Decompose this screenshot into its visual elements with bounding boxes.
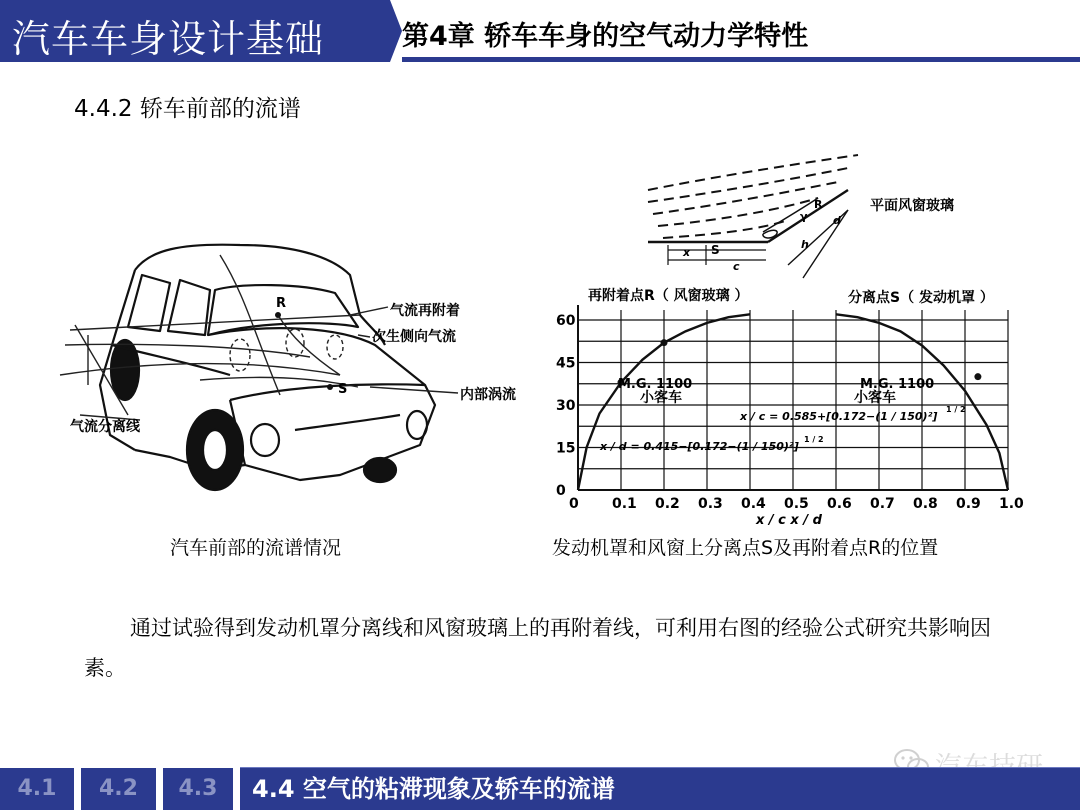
car-flow-figure (40, 235, 530, 520)
x-tick-label: 1.0 (999, 496, 1024, 512)
formula-xc-exponent: 1 / 2 (946, 405, 966, 414)
y-tick-label: 60 (556, 313, 576, 329)
schematic-label-d: d (833, 214, 841, 227)
schematic-label-x: x (683, 246, 691, 259)
windshield-label: 平面风窗玻璃 (870, 198, 954, 214)
header-underline (402, 57, 1080, 62)
y-tick-label: 45 (556, 355, 576, 372)
x-tick-label: 0.8 (913, 496, 938, 512)
caption-chart: 发动机罩和风窗上分离点S及再附着点R的位置 (552, 537, 939, 559)
separation-reattachment-chart (548, 150, 1048, 530)
x-tick-label: 0.1 (612, 496, 637, 512)
left-curve-label: 再附着点R（ 风窗玻璃 ） (588, 288, 749, 304)
course-title-box (0, 0, 386, 62)
formula-xc: x / c = 0.585+[0.172−(1 / 150)²] (740, 410, 938, 423)
chapter-title: 第4章 轿车车身的空气动力学特性 (402, 21, 809, 52)
label-internal-vortex: 内部涡流 (460, 387, 516, 403)
course-title: 汽车车身设计基础 (12, 17, 325, 61)
x-tick-label: 0.4 (741, 496, 766, 512)
x-tick-label: 0.7 (870, 496, 895, 512)
flow-schematic (648, 155, 858, 278)
formula-xd: x / d = 0.415−[0.172−(1 / 150)²] (600, 440, 799, 453)
body-paragraph: 通过试验得到发动机罩分离线和风窗玻璃上的再附着线，可利用右图的经验公式研究共影响因素。 (84, 616, 991, 680)
car-right-label: 小客车 (854, 390, 896, 406)
schematic-label-c: c (733, 260, 740, 273)
slide-header (0, 0, 1080, 62)
x-tick-label: 0.5 (784, 496, 809, 512)
y-tick-label: 15 (556, 440, 576, 457)
x-tick-label: 0.2 (655, 496, 680, 512)
tab-4-4-active[interactable]: 4.4 空气的粘滞现象及轿车的流谱 (240, 768, 1080, 810)
caption-car-flow: 汽车前部的流谱情况 (170, 537, 342, 559)
right-curve-label: 分离点S（ 发动机罩 ） (848, 290, 994, 306)
label-reattach: 气流再附着 (390, 303, 460, 319)
point-r-marker (275, 312, 281, 318)
formula-xd-exponent: 1 / 2 (804, 435, 824, 444)
data-point (661, 339, 668, 346)
x-tick-label: 0.9 (956, 496, 981, 512)
schematic-label-s: S (711, 243, 720, 257)
mg-left-label: M.G. 1100 (618, 377, 693, 392)
tab-4-2[interactable]: 4.2 (81, 768, 156, 810)
header-arrow-shape (386, 0, 402, 62)
x-axis-label: x / c x / d (756, 513, 822, 528)
x-tick-label: 0.6 (827, 496, 852, 512)
x-tick-label: 0 (569, 496, 579, 512)
tab-4-3[interactable]: 4.3 (163, 768, 233, 810)
label-secondary-flow: 次生侧向气流 (372, 329, 456, 345)
tab-4-1[interactable]: 4.1 (0, 768, 74, 810)
mg-right-label: M.G. 1100 (860, 377, 935, 392)
y-tick-label: 0 (556, 483, 566, 499)
car-left-label: 小客车 (640, 390, 682, 406)
schematic-label-h: h (801, 238, 809, 251)
label-r: R (276, 296, 287, 311)
schematic-label-r: R (814, 198, 823, 211)
point-s-marker (327, 384, 333, 390)
label-separation-line: 气流分离线 (70, 419, 140, 435)
x-tick-label: 0.3 (698, 496, 723, 512)
data-point (974, 373, 981, 380)
y-tick-label: 30 (556, 398, 576, 414)
label-s: S (338, 382, 348, 397)
schematic-label-gamma: γ (800, 210, 808, 223)
section-title: 4.4.2 轿车前部的流谱 (74, 96, 301, 122)
